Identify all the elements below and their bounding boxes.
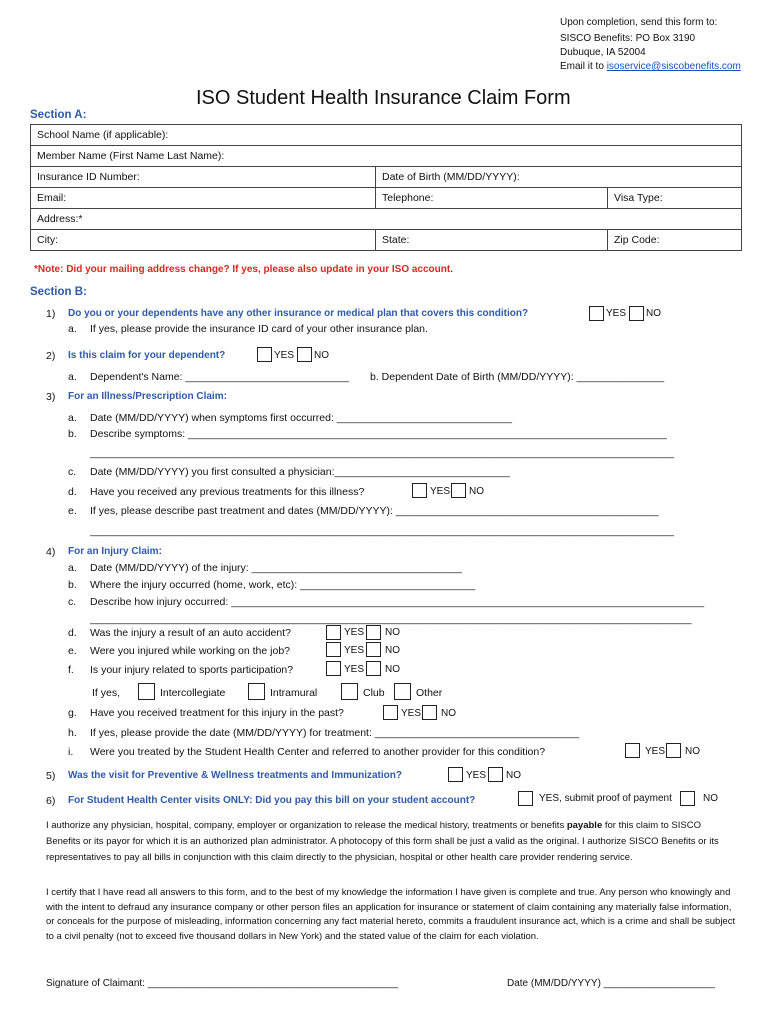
q4i-letter: i.	[68, 746, 74, 758]
q2-yes-label: YES	[274, 350, 295, 361]
section-a-heading: Section A:	[30, 109, 87, 121]
q4d-no-checkbox[interactable]	[366, 625, 381, 640]
q4g-yes-checkbox[interactable]	[383, 705, 398, 720]
q3d-yes-label: YES	[430, 486, 451, 497]
q4a-letter: a.	[68, 562, 77, 574]
form-title: ISO Student Health Insurance Claim Form	[196, 87, 571, 109]
q4f-yes-label: YES	[344, 664, 365, 675]
email-link[interactable]: isoservice@siscobenefits.com	[606, 61, 741, 72]
q3e-continuation-line[interactable]: ____________________________________________________________________________________________________	[90, 525, 674, 537]
intercollegiate-checkbox[interactable]	[138, 683, 155, 700]
q3-number: 3)	[46, 391, 56, 403]
intercollegiate-label: Intercollegiate	[160, 687, 226, 699]
authorization-text-end: for this claim to SISCO Benefits or its payor for which it is an authorized plan administrator. A photocopy of this form shall be just a valid as the original. I authorize SISCO Benefits or its representatives to pay all bills in conjunction with this claim directly to the physician, hospital or other health care provider rendering service.	[46, 820, 719, 863]
send-instruction: Upon completion, send this form to:	[560, 17, 718, 28]
q4e-text: Were you injured while working on the job?	[90, 645, 291, 657]
club-label: Club	[363, 687, 385, 699]
company-address: SISCO Benefits: PO Box 3190	[560, 33, 696, 44]
q5-yes-checkbox[interactable]	[448, 767, 463, 782]
q6-yes-label: YES, submit proof of payment	[539, 793, 672, 804]
q2-no-label: NO	[314, 350, 329, 361]
q2-no-checkbox[interactable]	[297, 347, 312, 362]
q3b-text[interactable]: Describe symptoms: __________________________________________________________________________________	[90, 428, 667, 440]
q4b-text[interactable]: Where the injury occurred (home, work, etc): ______________________________	[90, 579, 476, 591]
q6-yes-checkbox[interactable]	[518, 791, 533, 806]
q4e-letter: e.	[68, 645, 77, 657]
q4f-no-label: NO	[385, 664, 400, 675]
email-line	[560, 61, 741, 72]
q5-no-label: NO	[506, 770, 521, 781]
club-checkbox[interactable]	[341, 683, 358, 700]
q5-no-checkbox[interactable]	[488, 767, 503, 782]
q4e-yes-label: YES	[344, 645, 365, 656]
intramural-checkbox[interactable]	[248, 683, 265, 700]
q4g-no-checkbox[interactable]	[422, 705, 437, 720]
authorization-text-start: I authorize any physician, hospital, company, employer or organization to release the medical history, treatments or benefits	[46, 820, 567, 831]
q2a-text[interactable]: Dependent's Name: ____________________________	[90, 371, 349, 383]
q1a-text: If yes, please provide the insurance ID card of your other insurance plan.	[90, 323, 428, 335]
q2b-text[interactable]: b. Dependent Date of Birth (MM/DD/YYYY): _______________	[370, 371, 665, 383]
q3d-no-checkbox[interactable]	[451, 483, 466, 498]
q6-text: For Student Health Center visits ONLY: Did you pay this bill on your student account?	[68, 795, 476, 806]
q1-number: 1)	[46, 308, 56, 320]
q4i-yes-checkbox[interactable]	[625, 743, 640, 758]
q4b-letter: b.	[68, 579, 77, 591]
q4c-text[interactable]: Describe how injury occurred: _________________________________________________________________________________	[90, 596, 705, 608]
address-field[interactable]: Address:*	[31, 209, 742, 230]
q5-text: Was the visit for Preventive & Wellness treatments and Immunization?	[68, 770, 402, 781]
q2-yes-checkbox[interactable]	[257, 347, 272, 362]
city-field[interactable]: City:	[31, 230, 376, 251]
email-field[interactable]: Email:	[31, 188, 376, 209]
q3e-text[interactable]: If yes, please describe past treatment and dates (MM/DD/YYYY): _____________________________________________	[90, 505, 659, 517]
q4i-no-checkbox[interactable]	[666, 743, 681, 758]
q4c-letter: c.	[68, 596, 77, 608]
q4g-no-label: NO	[441, 708, 456, 719]
q4e-yes-checkbox[interactable]	[326, 642, 341, 657]
member-name-field[interactable]: Member Name (First Name Last Name):	[31, 146, 742, 167]
q4d-yes-label: YES	[344, 627, 365, 638]
q4d-no-label: NO	[385, 627, 400, 638]
q4i-no-label: NO	[685, 746, 700, 757]
company-city: Dubuque, IA 52004	[560, 47, 646, 58]
visa-type-field[interactable]: Visa Type:	[608, 188, 742, 209]
sports-if-yes-label: If yes,	[92, 687, 121, 699]
telephone-field[interactable]: Telephone:	[376, 188, 608, 209]
section-a-table	[30, 124, 742, 251]
q4a-text[interactable]: Date (MM/DD/YYYY) of the injury: ____________________________________	[90, 562, 462, 574]
q1-yes-checkbox[interactable]	[589, 306, 604, 321]
q4d-text: Was the injury a result of an auto accident?	[90, 627, 291, 639]
zip-code-field[interactable]: Zip Code:	[608, 230, 742, 251]
q3d-no-label: NO	[469, 486, 484, 497]
q4-number: 4)	[46, 546, 56, 558]
dob-field[interactable]: Date of Birth (MM/DD/YYYY):	[376, 167, 742, 188]
other-label: Other	[416, 687, 443, 699]
q2-number: 2)	[46, 350, 56, 362]
q4-text: For an Injury Claim:	[68, 546, 162, 557]
q3c-text[interactable]: Date (MM/DD/YYYY) you first consulted a physician:______________________________	[90, 466, 510, 478]
authorization-bold-word: payable	[566, 820, 603, 831]
q4f-yes-checkbox[interactable]	[326, 661, 341, 676]
q4h-letter: h.	[68, 727, 77, 739]
q6-no-label: NO	[703, 793, 718, 804]
q3a-text[interactable]: Date (MM/DD/YYYY) when symptoms first occurred: ______________________________	[90, 412, 512, 424]
q2a-letter: a.	[68, 371, 77, 383]
q6-number: 6)	[46, 795, 56, 807]
email-prefix: Email it to	[560, 61, 604, 72]
q3e-letter: e.	[68, 505, 77, 517]
q1-no-label: NO	[646, 308, 661, 319]
certification-paragraph: I certify that I have read all answers to this form, and to the best of my knowledge the information I have given is complete and true. Any person who knowingly and with the intent to defraud any insurance company or other person files an application for insurance or statement of claim containing any materially false information, or conceals for the purpose of misleading, information concerning any fact material hereto, commits a fraudulent insurance act, which is a crime and shall be subject to a civil penalty (not to exceed five thousand dollars in New York) and the stated value of the claim for each violation.	[46, 887, 736, 942]
state-field[interactable]: State:	[376, 230, 608, 251]
q4h-text[interactable]: If yes, please provide the date (MM/DD/YYYY) for treatment: ___________________________________	[90, 727, 580, 739]
q4g-yes-label: YES	[401, 708, 422, 719]
q4f-text: Is your injury related to sports participation?	[90, 664, 294, 676]
section-b-heading: Section B:	[30, 286, 87, 298]
q1-no-checkbox[interactable]	[629, 306, 644, 321]
q1-text: Do you or your dependents have any other insurance or medical plan that covers this condition?	[68, 308, 529, 319]
school-name-field[interactable]: School Name (if applicable):	[31, 125, 742, 146]
q4d-letter: d.	[68, 627, 77, 639]
q3b-continuation-line[interactable]: ____________________________________________________________________________________________________	[90, 447, 674, 459]
q4c-continuation-line[interactable]: _______________________________________________________________________________________________________	[90, 613, 692, 625]
q3d-text: Have you received any previous treatments for this illness?	[90, 486, 365, 498]
q5-number: 5)	[46, 770, 56, 782]
q2-text: Is this claim for your dependent?	[68, 350, 226, 361]
q4g-text: Have you received treatment for this injury in the past?	[90, 707, 344, 719]
signature-date-line[interactable]: Date (MM/DD/YYYY) ____________________	[507, 978, 715, 989]
q4i-text: Were you treated by the Student Health Center and referred to another provider for this condition?	[90, 746, 546, 758]
intramural-label: Intramural	[270, 687, 318, 699]
q5-yes-label: YES	[466, 770, 487, 781]
q4f-letter: f.	[68, 664, 74, 676]
q6-no-checkbox[interactable]	[680, 791, 695, 806]
q4f-no-checkbox[interactable]	[366, 661, 381, 676]
q4i-yes-label: YES	[645, 746, 666, 757]
q3b-letter: b.	[68, 428, 77, 440]
address-change-note: *Note: Did your mailing address change? If yes, please also update in your ISO account.	[34, 264, 453, 275]
q4e-no-label: NO	[385, 645, 400, 656]
q3d-letter: d.	[68, 486, 77, 498]
q4d-yes-checkbox[interactable]	[326, 625, 341, 640]
q3d-yes-checkbox[interactable]	[412, 483, 427, 498]
q3a-letter: a.	[68, 412, 77, 424]
q1-yes-label: YES	[606, 308, 627, 319]
other-checkbox[interactable]	[394, 683, 411, 700]
q3c-letter: c.	[68, 466, 77, 478]
insurance-id-field[interactable]: Insurance ID Number:	[31, 167, 376, 188]
signature-line[interactable]: Signature of Claimant: _____________________________________________	[46, 978, 398, 989]
authorization-paragraph	[46, 818, 736, 866]
q4e-no-checkbox[interactable]	[366, 642, 381, 657]
q4g-letter: g.	[68, 707, 77, 719]
q3-text: For an Illness/Prescription Claim:	[68, 391, 227, 402]
q1a-letter: a.	[68, 323, 77, 335]
